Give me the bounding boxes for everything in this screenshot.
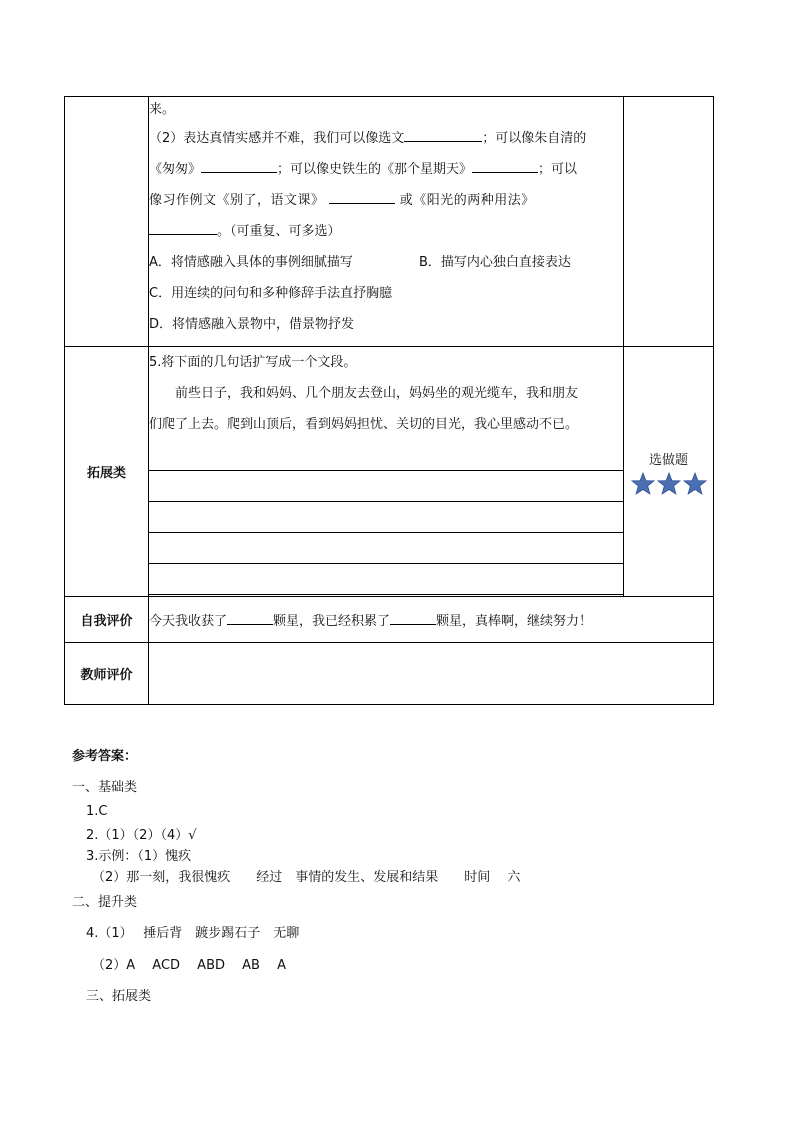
question-5-content xyxy=(149,347,624,597)
side-cell-empty xyxy=(624,97,714,347)
text-segment: 今天我收获了 xyxy=(149,614,228,629)
answer-line: 3.示例：（1）愧疚 xyxy=(86,849,192,864)
question-4-content xyxy=(149,97,624,347)
text-segment: 颗星，我已经积累了 xyxy=(273,614,391,629)
writing-line[interactable] xyxy=(149,440,623,471)
answer-blank[interactable] xyxy=(329,189,395,204)
category-label: 自我评价 xyxy=(65,597,149,643)
answer-line: 1.C xyxy=(86,804,108,819)
answer-blank[interactable] xyxy=(149,220,217,235)
paragraph-line: 前些日子，我和妈妈、几个朋友去登山，妈妈坐的观光缆车，我和朋友 xyxy=(175,386,579,401)
text-line xyxy=(149,154,623,185)
text-segment: 像习作例文《别了，语文课》 xyxy=(149,193,325,208)
text-line xyxy=(149,123,623,154)
answers-heading: 参考答案： xyxy=(72,749,138,764)
writing-line[interactable] xyxy=(149,471,623,502)
question-4-row xyxy=(65,97,714,347)
options-row xyxy=(149,247,623,278)
text-segment: ；可以像史铁生的《那个星期天》 xyxy=(277,162,473,177)
self-eval-row xyxy=(65,597,714,643)
option-b: B．描写内心独白直接表达 xyxy=(419,255,571,270)
text-line: 来。 xyxy=(149,102,176,117)
option-d: D．将情感融入景物中，借景物抒发 xyxy=(149,317,355,332)
section-heading: 二、提升类 xyxy=(72,895,138,910)
text-line xyxy=(149,216,623,247)
question-5-title: 5.将下面的几句话扩写成一个文段。 xyxy=(149,355,357,370)
text-segment: ；可以 xyxy=(538,162,578,177)
option-c: C．用连续的问句和多种修辞手法直抒胸臆 xyxy=(149,286,393,301)
star-icon xyxy=(683,472,707,495)
self-eval-content xyxy=(149,597,714,643)
difficulty-stars xyxy=(624,472,713,495)
text-segment: 颗星，真棒啊，继续努力！ xyxy=(436,614,593,629)
text-segment: （2）表达真情实感并不难，我们可以像选文 xyxy=(149,131,405,146)
category-label: 拓展类 xyxy=(65,347,149,597)
paragraph-line: 们爬了上去。爬到山顶后，看到妈妈担忧、关切的目光，我心里感动不已。 xyxy=(149,417,579,432)
optional-label: 选做题 xyxy=(648,452,688,468)
section-heading: 三、拓展类 xyxy=(86,989,152,1004)
answer-line: （2）A ACD ABD AB A xyxy=(92,958,286,973)
text-segment: 《匆匆》 xyxy=(149,162,202,177)
answer-line: （2）那一刻，我很愧疚 经过 事情的发生、发展和结果 时间 六 xyxy=(92,870,521,885)
difficulty-cell xyxy=(624,347,714,597)
star-icon xyxy=(631,472,655,495)
answer-blank[interactable] xyxy=(472,158,538,173)
category-label: 教师评价 xyxy=(65,643,149,705)
star-icon xyxy=(657,472,681,495)
answer-line: 2.（1）（2）（4）√ xyxy=(86,828,197,843)
writing-line[interactable] xyxy=(149,502,623,533)
text-segment: 。（可重复、可多选） xyxy=(217,224,341,239)
teacher-eval-row xyxy=(65,643,714,705)
section-heading: 一、基础类 xyxy=(72,780,138,795)
expand-row xyxy=(65,347,714,597)
star-total-blank[interactable] xyxy=(390,610,436,625)
teacher-eval-content[interactable] xyxy=(149,643,714,705)
worksheet-table xyxy=(64,96,714,705)
writing-line[interactable] xyxy=(149,564,623,595)
text-segment: ；可以像朱自清的 xyxy=(482,131,587,146)
writing-line[interactable] xyxy=(149,533,623,564)
text-line xyxy=(149,185,623,216)
answer-blank[interactable] xyxy=(201,158,277,173)
star-count-blank[interactable] xyxy=(227,610,273,625)
text-segment: 或《阳光的两种用法》 xyxy=(399,193,535,208)
answer-blank[interactable] xyxy=(404,127,482,142)
category-cell-empty xyxy=(65,97,149,347)
option-a: A．将情感融入具体的事例细腻描写 xyxy=(149,255,353,270)
answer-line: 4.（1） 捶后背 踱步踢石子 无聊 xyxy=(86,926,300,941)
